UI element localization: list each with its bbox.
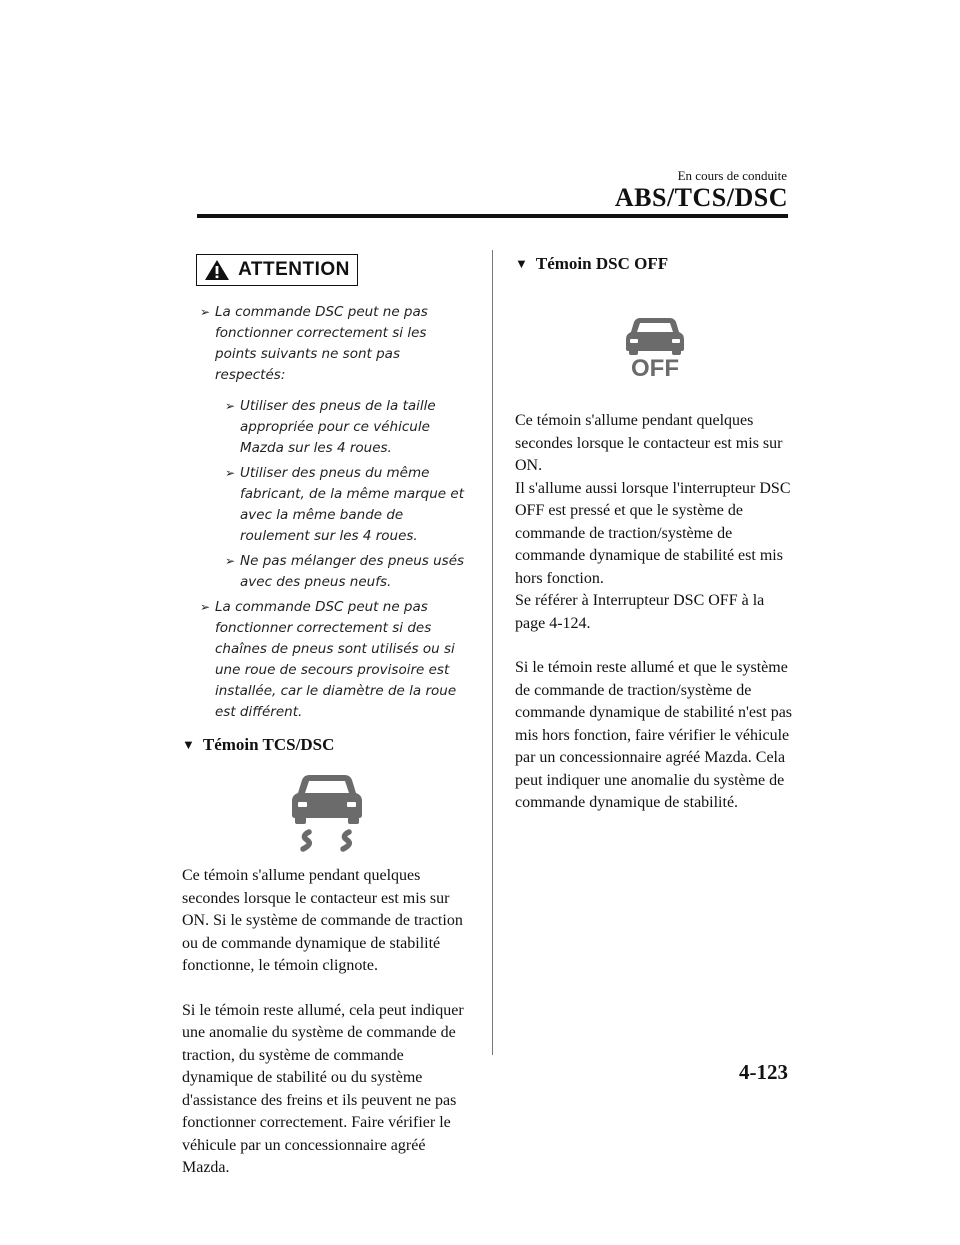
attention-label: ATTENTION: [238, 259, 350, 280]
warning-subitem-text: Utiliser des pneus du même fabricant, de la même marque et avec la même bande de roulement sur les 4 roues.: [240, 465, 465, 544]
arrow-bullet-icon: ➢: [225, 399, 236, 413]
page-title: ABS/TCS/DSC: [614, 183, 788, 212]
tcs-dsc-paragraph-2: Si le témoin reste allumé, cela peut indiquer une anomalie du système de commande de traction, du système de commande dynamique de stabilité ou du système d'assistance des freins et ils peuvent ne pas fonctionner correctement. Faire vérifier le véhicule par un concessionnaire agréé Mazda.: [182, 1001, 464, 1176]
arrow-bullet-icon: ➢: [200, 305, 211, 319]
tcs-dsc-paragraph-1: Ce témoin s'allume pendant quelques secondes lorsque le contacteur est mis sur ON. Si le système de commande de traction ou de commande dynamique de stabilité fonctionne, le témoin clignote.: [182, 867, 463, 974]
triangle-down-icon: ▼: [515, 256, 528, 271]
dsc-off-icon-label: OFF: [631, 355, 679, 378]
paragraph-gap: [515, 635, 795, 657]
right-column: [515, 254, 795, 815]
tcs-dsc-icon-wrap: [182, 771, 472, 853]
tcs-dsc-heading: [182, 735, 472, 755]
warning-subitem-text: Ne pas mélanger des pneus usés avec des pneus neufs.: [240, 553, 465, 590]
warning-subitem-text: Utiliser des pneus de la taille appropriée pour ce véhicule Mazda sur les 4 roues.: [240, 398, 436, 456]
warning-subgroup: [182, 396, 472, 593]
warning-subitem: [182, 396, 472, 459]
arrow-bullet-icon: ➢: [225, 466, 236, 480]
warning-text: La commande DSC peut ne pas fonctionner correctement si les points suivants ne sont pas respectés:: [215, 304, 428, 383]
dsc-off-paragraph-1b: Il s'allume aussi lorsque l'interrupteur DSC OFF est pressé et que le système de commande de traction/système de commande dynamique de stabilité est mis hors fonction.: [515, 479, 791, 587]
dsc-off-indicator-icon: [619, 314, 691, 378]
tcs-dsc-indicator-icon: [289, 771, 365, 853]
arrow-bullet-icon: ➢: [225, 554, 236, 568]
warning-icon: [204, 259, 230, 281]
arrow-bullet-icon: ➢: [200, 600, 211, 614]
triangle-down-icon: ▼: [182, 737, 195, 752]
warning-text: La commande DSC peut ne pas fonctionner correctement si des chaînes de pneus sont utilisés ou si une roue de secours provisoire est installée, car le diamètre de la roue est différent.: [215, 599, 457, 720]
dsc-off-icon-wrap: [515, 314, 795, 378]
paragraph-gap: [182, 978, 472, 1000]
tcs-dsc-heading-text: Témoin TCS/DSC: [202, 735, 335, 754]
dsc-off-heading: [515, 254, 795, 274]
header-rule: [197, 214, 788, 218]
warning-subitem: [182, 551, 472, 593]
header-section: En cours de conduite: [677, 168, 787, 183]
dsc-off-heading-text: Témoin DSC OFF: [535, 254, 669, 273]
left-column: [182, 254, 472, 1180]
dsc-off-paragraph-1a: Ce témoin s'allume pendant quelques secondes lorsque le contacteur est mis sur ON.: [515, 412, 783, 474]
dsc-off-paragraph-2: Si le témoin reste allumé et que le système de commande de traction/système de commande dynamique de stabilité n'est pas mis hors fonction, faire vérifier le véhicule par un concessionnaire agréé Mazda. Cela peut indiquer une anomalie du système de commande dynamique de stabilité.: [515, 659, 793, 811]
attention-box: [196, 254, 358, 286]
warning-item: [182, 597, 472, 723]
warning-item: [182, 302, 472, 386]
warning-subitem: [182, 463, 472, 547]
page-number: 4-123: [739, 1060, 788, 1084]
column-divider: [492, 250, 493, 1055]
warning-list: [182, 302, 472, 723]
dsc-off-paragraph-1c: Se référer à Interrupteur DSC OFF à la page 4-124.: [515, 592, 765, 632]
